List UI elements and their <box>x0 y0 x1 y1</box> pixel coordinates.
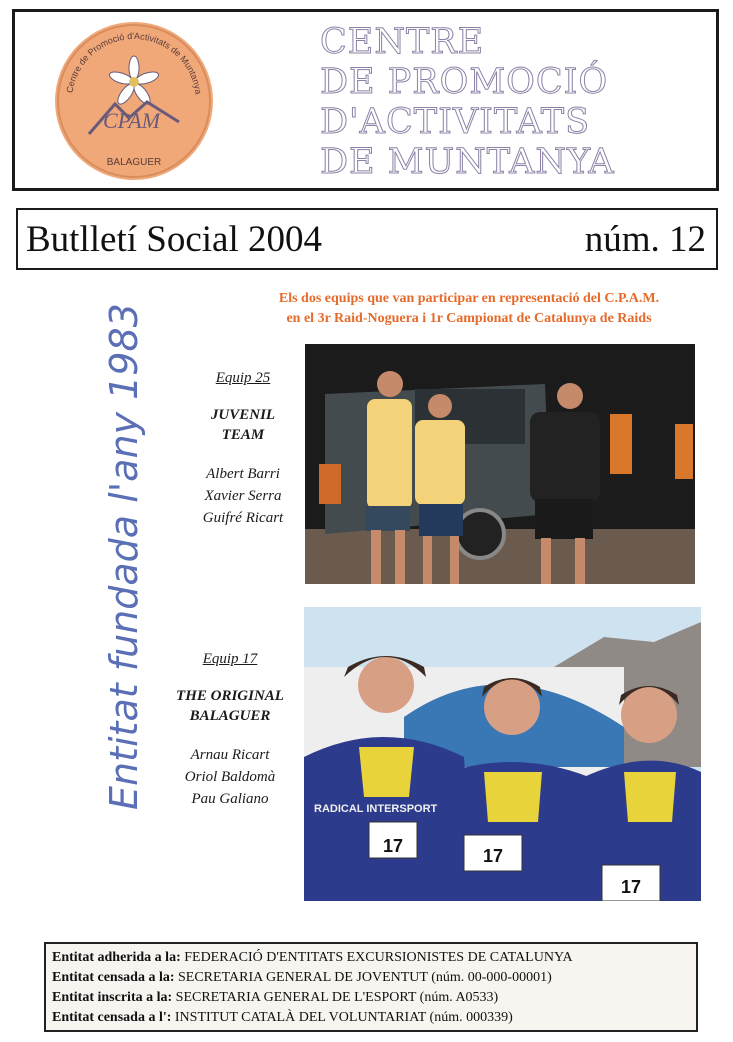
team-member: Xavier Serra <box>204 488 282 504</box>
bulletin-title-bar <box>16 208 718 270</box>
affiliation-label: Entitat censada a l': <box>52 1010 172 1025</box>
team-photo-night-icon <box>305 344 695 584</box>
affiliation-row <box>52 1008 690 1028</box>
org-name-line: DE PROMOCIÓ <box>320 62 609 102</box>
organization-name <box>320 22 615 182</box>
affiliation-row <box>52 968 690 988</box>
team-member: Arnau Ricart <box>190 747 270 763</box>
club-logo <box>55 22 213 180</box>
affiliation-value: FEDERACIÓ D'ENTITATS EXCURSIONISTES DE CATALUNYA <box>184 950 573 965</box>
affiliation-value: INSTITUT CATALÀ DEL VOLUNTARIAT (núm. 000339) <box>174 1010 513 1025</box>
founding-slogan: Entitat fundada l'any 1983 <box>102 303 146 810</box>
header-box <box>12 9 719 191</box>
jersey-text: RADICAL INTERSPORT <box>314 803 438 815</box>
team-name-line: THE ORIGINAL <box>176 688 284 704</box>
team-member: Oriol Baldomà <box>184 769 276 785</box>
bulletin-title: Butlletí Social 2004 <box>26 219 322 260</box>
bib-number: 17 <box>620 877 642 897</box>
team-photo-night <box>305 344 695 584</box>
org-name-line: DE MUNTANYA <box>320 142 615 182</box>
bulletin-number: núm. 12 <box>584 219 706 260</box>
team-label: Equip 25 <box>215 370 271 386</box>
affiliation-row <box>52 988 690 1008</box>
team-name <box>168 405 318 445</box>
team-name-line: BALAGUER <box>189 708 271 724</box>
bib-number: 17 <box>482 846 504 866</box>
logo-monogram: CPAM <box>103 108 161 133</box>
org-name-line: D'ACTIVITATS <box>320 102 591 142</box>
logo-ring-text: Centre de Promoció d'Activitats de Muntanya <box>64 30 204 95</box>
photo-caption <box>200 289 733 329</box>
affiliation-row <box>52 948 690 968</box>
team-label: Equip 17 <box>202 651 258 667</box>
team-member: Albert Barri <box>206 466 280 482</box>
affiliation-value: SECRETARIA GENERAL DE JOVENTUT (núm. 00-000-00001) <box>178 970 552 985</box>
team-name-line: TEAM <box>221 427 265 443</box>
affiliations-box <box>44 942 698 1032</box>
affiliation-value: SECRETARIA GENERAL DE L'ESPORT (núm. A0533) <box>175 990 499 1005</box>
team-photo-cyclists <box>304 607 701 901</box>
edelweiss-mountain-icon <box>55 22 213 180</box>
affiliation-label: Entitat inscrita a la: <box>52 990 173 1005</box>
affiliation-label: Entitat censada a la: <box>52 970 175 985</box>
caption-line: Els dos equips que van participar en representació del C.P.A.M. <box>278 291 660 306</box>
team-member: Guifré Ricart <box>202 510 284 526</box>
affiliation-label: Entitat adherida a la: <box>52 950 181 965</box>
team-name <box>150 686 310 726</box>
team-info <box>168 370 318 529</box>
team-name-line: JUVENIL <box>210 407 276 423</box>
team-photo-cyclists-icon <box>304 607 701 901</box>
team-member: Pau Galiano <box>191 791 269 807</box>
org-name-line: CENTRE <box>320 22 485 62</box>
logo-bottom-text: BALAGUER <box>106 157 162 168</box>
team-info <box>150 651 310 810</box>
caption-line: en el 3r Raid-Noguera i 1r Campionat de Catalunya de Raids <box>286 311 652 326</box>
bib-number: 17 <box>382 836 404 856</box>
